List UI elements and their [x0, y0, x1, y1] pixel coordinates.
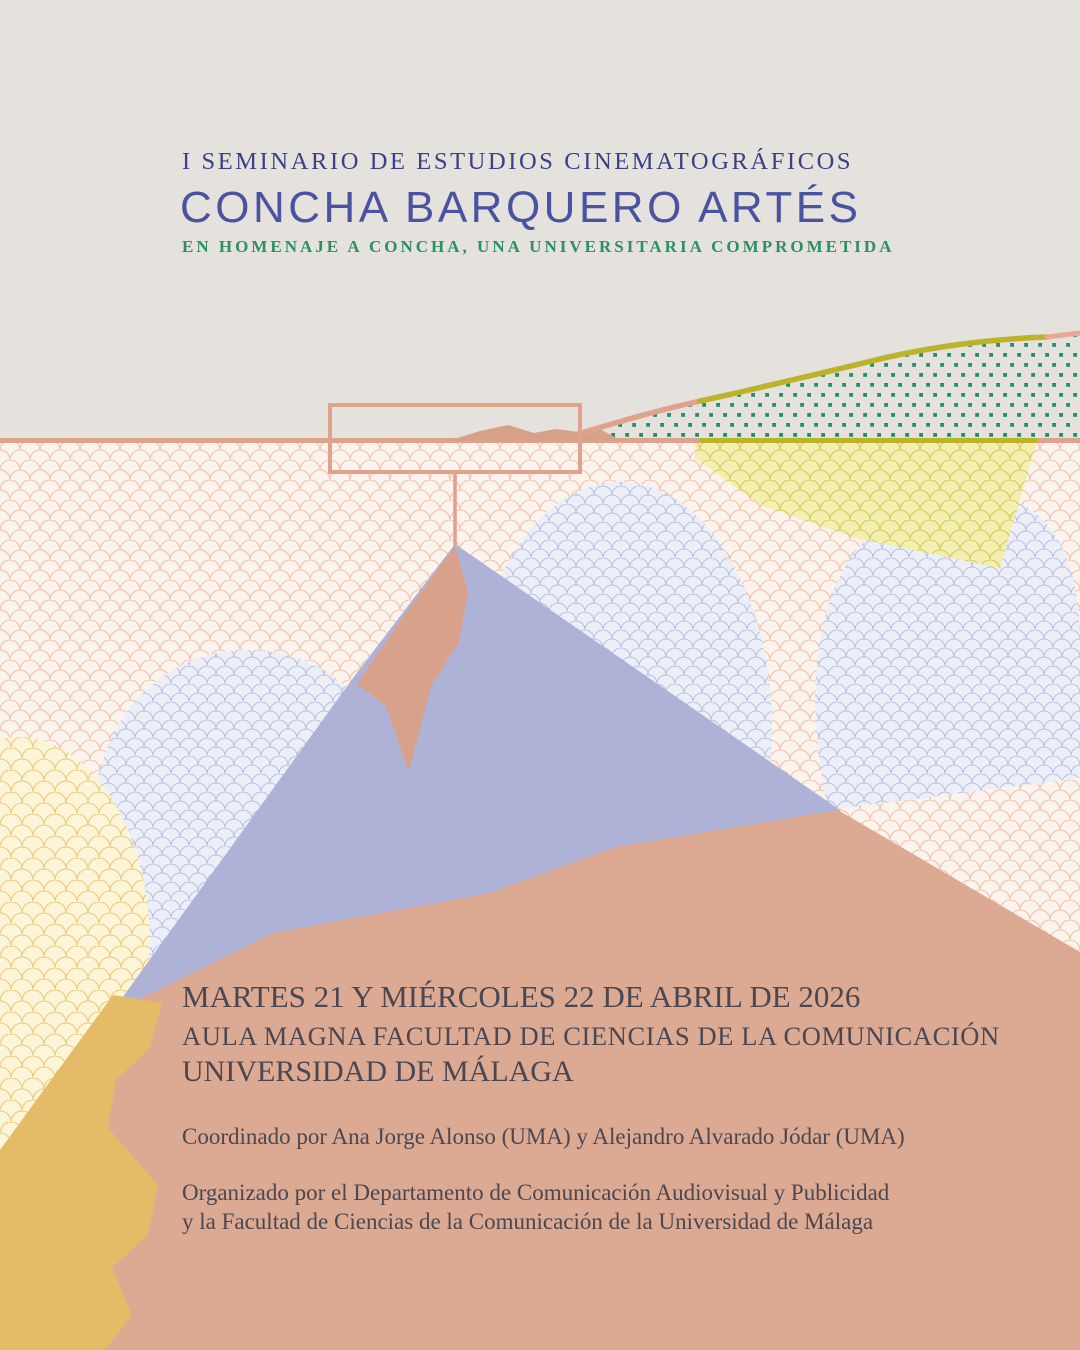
event-venue: AULA MAGNA FACULTAD DE CIENCIAS DE LA COMUNICACIÓN — [182, 1021, 1000, 1051]
seminar-kicker: I SEMINARIO DE ESTUDIOS CINEMATOGRÁFICOS — [182, 148, 854, 175]
event-dates: MARTES 21 Y MIÉRCOLES 22 DE ABRIL DE 2026 — [182, 979, 861, 1014]
poster-subtitle: EN HOMENAJE A CONCHA, UNA UNIVERSITARIA COMPROMETIDA — [182, 237, 895, 256]
organization-credit — [182, 1178, 889, 1236]
horizon-line-olive-segment — [700, 438, 1037, 443]
organization-credit-line2: y la Facultad de Ciencias de la Comunicación de la Universidad de Málaga — [182, 1209, 874, 1234]
poster-title: CONCHA BARQUERO ARTÉS — [180, 183, 862, 232]
organization-credit-line1: Organizado por el Departamento de Comunicación Audiovisual y Publicidad — [182, 1180, 890, 1205]
coordination-credit: Coordinado por Ana Jorge Alonso (UMA) y Alejandro Alvarado Jódar (UMA) — [182, 1124, 905, 1149]
event-institution: UNIVERSIDAD DE MÁLAGA — [182, 1055, 574, 1088]
